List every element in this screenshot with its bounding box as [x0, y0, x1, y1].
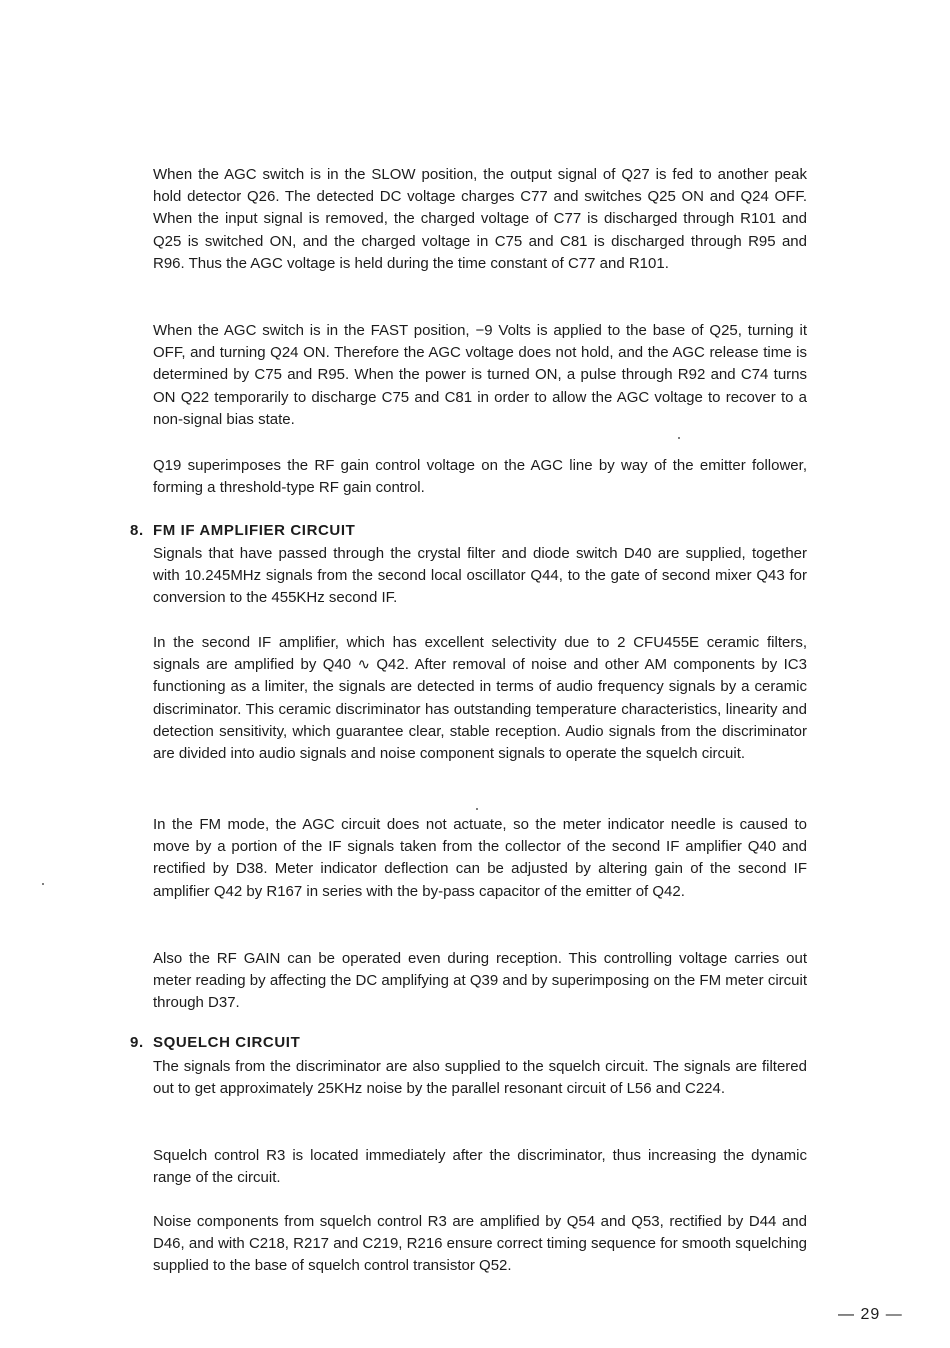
- section-heading-fm-if-amplifier: [130, 521, 355, 541]
- scan-speck: [678, 437, 680, 439]
- paragraph-noise-components: Noise components from squelch control R3 are amplified by Q54 and Q53, rectified by D44 and D46, and with C218, R217 and C219, R216 ensure correct timing sequence for smooth squelching supplied to the base of squelch control transistor Q52.: [153, 1213, 807, 1275]
- paragraph-agc-fast: When the AGC switch is in the FAST position, −9 Volts is applied to the base of Q25, turning it OFF, and turning Q24 ON. Therefore the AGC voltage does not hold, and the AGC release time is determined by C75 and R95. When the power is turned ON, a pulse through R92 and C74 turns ON Q22 temporarily to discharge C75 and C81 in order to allow the AGC voltage to recover to a non-signal bias state.: [153, 322, 807, 428]
- paragraph-fm-mode-meter: In the FM mode, the AGC circuit does not actuate, so the meter indicator needle is caused to move by a portion of the IF signals taken from the collector of the second IF amplifier Q40 and rectified by D38. Meter indicator deflection can be adjusted by altering gain of the second IF amplifier Q42 by R167 in series with the by-pass capacitor of the emitter of Q42.: [153, 816, 807, 900]
- paragraph-second-if-amplifier: In the second IF amplifier, which has excellent selectivity due to 2 CFU455E ceramic filters, signals are amplified by Q40 ∿ Q42. After removal of noise and other AM components by IC3 functioning as a limiter, the signals are detected in terms of audio frequency signals by a ceramic discriminator. This ceramic discriminator has outstanding temperature characteristics, linearity and detection sensitivity, which guarantee clear, stable reception. Audio signals from the discriminator are divided into audio signals and noise component signals to operate the squelch circuit.: [153, 634, 807, 763]
- paragraph-fm-if-signals: Signals that have passed through the crystal filter and diode switch D40 are supplied, together with 10.245MHz signals from the second local oscillator Q44, to the gate of second mixer Q43 for conversion to the 455KHz second IF.: [153, 545, 807, 607]
- paragraph-rf-gain-reception: Also the RF GAIN can be operated even during reception. This controlling voltage carries out meter reading by affecting the DC amplifying at Q39 and by superimposing on the FM meter circuit through D37.: [153, 950, 807, 1012]
- section-heading-squelch: [130, 1033, 300, 1053]
- page-number: — 29 —: [838, 1306, 903, 1323]
- section-number: 8.: [130, 522, 144, 539]
- paragraph-squelch-signals: The signals from the discriminator are also supplied to the squelch circuit. The signals are filtered out to get approximately 25KHz noise by the parallel resonant circuit of L56 and C224.: [153, 1058, 807, 1098]
- paragraph-squelch-control: Squelch control R3 is located immediately after the discriminator, thus increasing the dynamic range of the circuit.: [153, 1147, 807, 1187]
- section-title: SQUELCH CIRCUIT: [153, 1034, 301, 1051]
- scan-speck: [42, 883, 44, 885]
- section-number: 9.: [130, 1034, 144, 1051]
- scan-speck: [476, 808, 478, 810]
- section-title: FM IF AMPLIFIER CIRCUIT: [153, 522, 356, 539]
- paragraph-agc-slow: When the AGC switch is in the SLOW position, the output signal of Q27 is fed to another peak hold detector Q26. The detected DC voltage charges C77 and switches Q25 ON and Q24 OFF. When the input signal is removed, the charged voltage of C77 is discharged through R101 and Q25 is switched ON, and the charged voltage in C75 and C81 is discharged through R95 and R96. Thus the AGC voltage is held during the time constant of C77 and R101.: [153, 166, 807, 272]
- paragraph-rf-gain: Q19 superimposes the RF gain control voltage on the AGC line by way of the emitter follower, forming a threshold-type RF gain control.: [153, 457, 807, 497]
